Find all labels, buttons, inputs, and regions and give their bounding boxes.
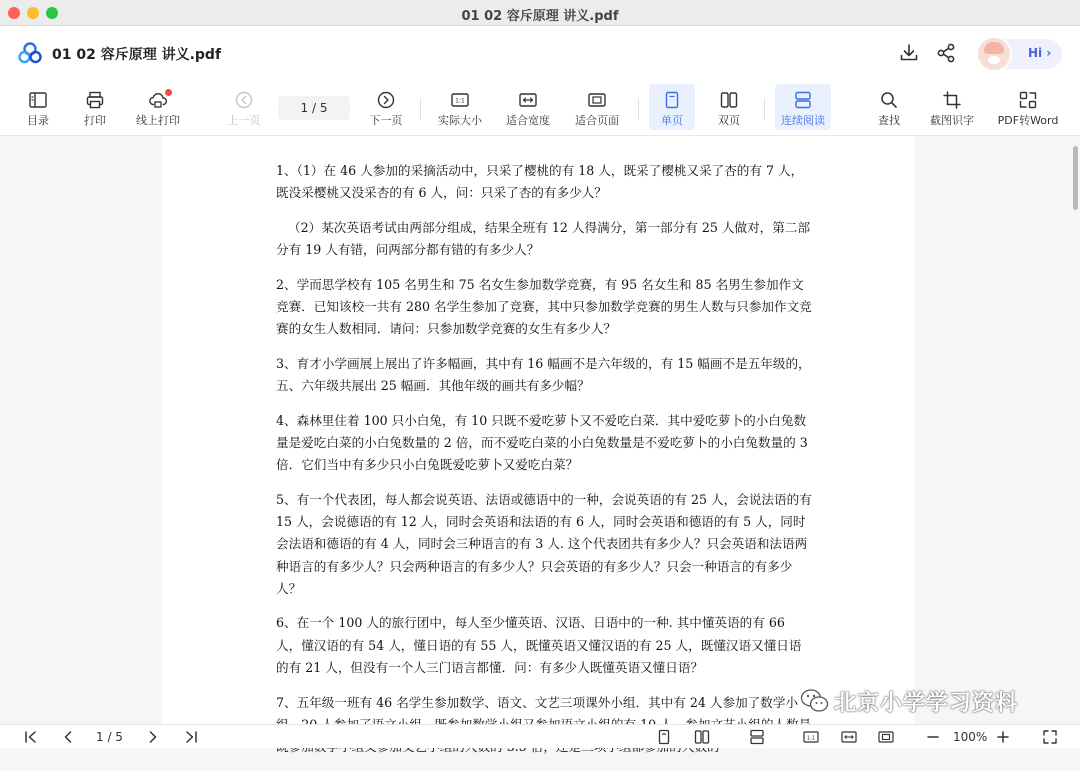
- fit-page-label: 适合页面: [575, 114, 619, 127]
- pdf-to-word-button[interactable]: [994, 84, 1062, 130]
- search-icon: [879, 90, 899, 110]
- single-page-icon[interactable]: [656, 729, 672, 745]
- fit-width-button[interactable]: [500, 84, 556, 130]
- toc-icon: [28, 90, 48, 110]
- toolbar-divider: [420, 98, 421, 120]
- first-page-icon[interactable]: [23, 729, 39, 745]
- fullscreen-icon[interactable]: [1042, 729, 1058, 745]
- question-paragraph: 4、森林里住着 100 只小白兔，有 10 只既不爱吃萝卜又不爱吃白菜．其中爱吃萝卜的小白兔数量是爱吃白菜的小白兔数量的 2 倍，而不爱吃白菜的小白兔数量是不爱吃萝卜的小白兔数量的 3 倍．它们当中有多少只小白兔既爱吃萝卜又爱吃白菜？: [276, 412, 808, 473]
- actual-size-label: 实际大小: [438, 114, 482, 127]
- zoom-level[interactable]: 100%: [953, 730, 988, 744]
- single-page-label: 单页: [661, 114, 683, 127]
- assistant-hi-label: Hi ›: [1028, 46, 1052, 60]
- toolbar-divider: [764, 98, 765, 120]
- next-page-button[interactable]: [364, 84, 408, 130]
- continuous-reading-icon: [793, 90, 813, 110]
- bottom-navigation-bar: [0, 724, 1080, 748]
- fit-page-icon[interactable]: [878, 729, 894, 745]
- fit-page-icon: [587, 90, 607, 110]
- svg-text:1:1: 1:1: [806, 735, 816, 742]
- actual-size-icon[interactable]: [803, 729, 819, 745]
- chevron-left-icon[interactable]: [60, 729, 76, 745]
- document-title: 01 02 容斥原理 讲义.pdf: [52, 47, 222, 63]
- svg-text:1:1: 1:1: [455, 97, 465, 105]
- single-page-icon: [662, 90, 682, 110]
- next-page-label: 下一页: [369, 114, 403, 127]
- app-header: [0, 26, 1080, 80]
- last-page-icon[interactable]: [183, 729, 199, 745]
- chevron-left-circle-icon: [234, 90, 254, 110]
- zoom-out-icon[interactable]: [925, 729, 941, 745]
- double-page-label: 双页: [718, 114, 740, 127]
- page-content: [276, 160, 812, 771]
- fit-page-button[interactable]: [568, 84, 626, 130]
- continuous-reading-button[interactable]: [775, 84, 831, 130]
- toc-button[interactable]: [18, 84, 58, 130]
- screenshot-ocr-button[interactable]: [924, 84, 980, 130]
- fit-width-label: 适合宽度: [506, 114, 550, 127]
- double-page-button[interactable]: [706, 84, 752, 130]
- share-icon[interactable]: [935, 42, 957, 64]
- chevron-right-icon[interactable]: [145, 729, 161, 745]
- pdf-page: [162, 136, 914, 736]
- continuous-reading-icon[interactable]: [749, 729, 765, 745]
- prev-page-button[interactable]: [222, 84, 266, 130]
- app-logo-icon: [18, 42, 42, 64]
- online-print-button[interactable]: [130, 84, 186, 130]
- question-paragraph: 3、育才小学画展上展出了许多幅画，其中有 16 幅画不是六年级的，有 15 幅画不是五年级的，五、六年级共展出 25 幅画．其他年级的画共有多少幅？: [276, 355, 811, 394]
- vertical-scrollbar[interactable]: [1073, 146, 1078, 210]
- convert-icon: [1018, 90, 1038, 110]
- question-paragraph: 2、学而思学校有 105 名男生和 75 名女生参加数学竞赛，有 95 名女生和 85 名男生参加作文竞赛．已知该校一共有 280 名学生参加了竞赛，其中只参加数学竞赛的男生人数与只参加作文竞赛的女生人数相同．请问：只参加数学竞赛的女生有多少人？: [276, 276, 812, 337]
- window-titlebar: [0, 0, 1080, 26]
- download-icon[interactable]: [898, 42, 920, 64]
- watermark: [800, 686, 1060, 716]
- window-title: 01 02 容斥原理 讲义.pdf: [461, 9, 619, 24]
- assistant-avatar: [976, 36, 1012, 72]
- fit-width-icon[interactable]: [841, 729, 857, 745]
- search-button[interactable]: [868, 84, 910, 130]
- wechat-logo-icon: [800, 688, 830, 714]
- question-paragraph: 6、在一个 100 人的旅行团中，每人至少懂英语、汉语、日语中的一种. 其中懂英语的有 66 人，懂汉语的有 54 人，懂日语的有 55 人，既懂英语又懂汉语的有 25 人，既懂汉语又懂日语的有 21 人，但没有一个人三门语言都懂．问：有多少人既懂英语又懂日语？: [276, 615, 802, 675]
- print-button[interactable]: [75, 84, 115, 130]
- online-print-label: 线上打印: [136, 114, 180, 127]
- document-viewport[interactable]: [0, 136, 1080, 724]
- actual-size-button[interactable]: [432, 84, 488, 130]
- single-page-button[interactable]: [649, 84, 695, 130]
- double-page-icon[interactable]: [694, 729, 710, 745]
- assistant-hi-button[interactable]: [978, 39, 1062, 69]
- question-paragraph: 7、五年级一班有 46 名学生参加数学、语文、文艺三项课外小组．其中有 24 人参加了数学小: [276, 694, 799, 710]
- bottom-page-indicator[interactable]: 1 / 5: [96, 730, 123, 744]
- notification-dot: [165, 89, 172, 96]
- screenshot-ocr-label: 截图识字: [930, 114, 974, 127]
- print-label: 打印: [84, 114, 106, 127]
- question-paragraph: 5、有一个代表团，每人都会说英语、法语或德语中的一种，会说英语的有 25 人，会说法语的有 15 人，会说德语的有 12 人，同时会英语和法语的有 6 人，同时会英语和德语的有 5 人，同时会法语和德语的有 4 人，同时会三种语言的有 3 人. 这个代表团共有多少人？只会英语和法语两种语言的有多少人？只会两种语言的有多少人？只会英语的有多少人？只会一种语言的有多少人？: [276, 491, 812, 596]
- printer-icon: [85, 90, 105, 110]
- page-number-input[interactable]: 1 / 5: [278, 96, 350, 120]
- double-page-icon: [719, 90, 739, 110]
- pdf-to-word-label: PDF转Word: [997, 114, 1059, 127]
- main-toolbar: [0, 80, 1080, 136]
- toolbar-divider: [638, 98, 639, 120]
- toc-label: 目录: [27, 114, 49, 127]
- watermark-text: 北京小学学习资料: [834, 691, 1019, 716]
- zoom-in-icon[interactable]: [995, 729, 1011, 745]
- chevron-right-circle-icon: [376, 90, 396, 110]
- search-label: 查找: [878, 114, 900, 127]
- crop-icon: [942, 90, 962, 110]
- fit-width-icon: [518, 90, 538, 110]
- question-paragraph: 1、（1）在 46 人参加的采摘活动中，只采了樱桃的有 18 人，既采了樱桃又采了杏的有 7 人，既没采樱桃又没采杏的有 6 人，问：只采了杏的有多少人？: [276, 163, 804, 201]
- question-paragraph: （2）某次英语考试由两部分组成，结果全班有 12 人得满分，第一部分有 25 人做对，第二部分有 19 人有错，问两部分都有错的有多少人？: [276, 219, 811, 258]
- actual-size-icon: [450, 90, 470, 110]
- continuous-reading-label: 连续阅读: [781, 114, 825, 127]
- prev-page-label: 上一页: [227, 114, 261, 127]
